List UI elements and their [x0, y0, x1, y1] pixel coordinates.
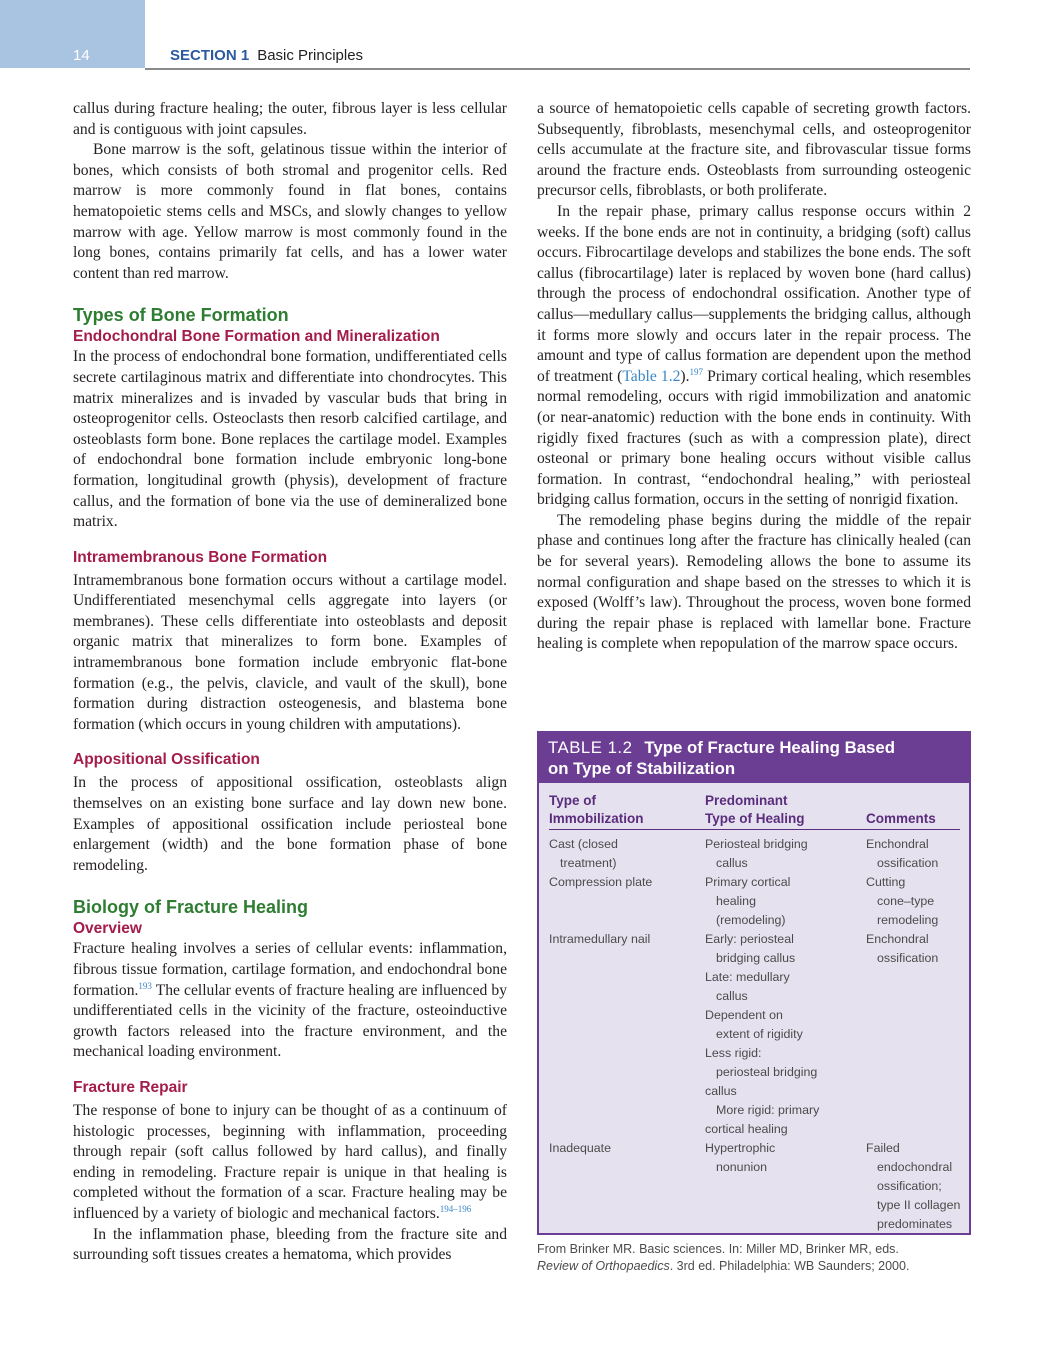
subheading-overview: Overview [73, 920, 142, 938]
paragraph: callus during fracture healing; the outer, fibrous layer is less cellular and is contiguous with joint capsules. [73, 100, 507, 138]
cell-line: treatment) [560, 856, 617, 870]
section-title: Basic Principles [257, 47, 364, 64]
cell-line: predominates [877, 1217, 953, 1231]
cell-line: Enchondral [866, 837, 929, 851]
header-text: Type of Healing [705, 811, 805, 826]
table-number: TABLE 1.2 [548, 738, 633, 757]
header-text: Immobilization [549, 811, 644, 826]
cell-line: ossification [877, 951, 939, 965]
table-cell [705, 930, 860, 1139]
table-cell [549, 873, 699, 892]
cell-line: Dependent on [705, 1008, 783, 1022]
paragraph: In the inflammation phase, bleeding from the fracture site and surrounding soft tissues creates a hematoma, which provides [73, 1225, 507, 1264]
cell-line: Periosteal bridging [705, 837, 808, 851]
header-comments: Comments [866, 811, 936, 826]
header-text: Type of [549, 793, 596, 808]
subheading-intramembranous: Intramembranous Bone Formation [73, 548, 328, 566]
citation: 197 [689, 366, 703, 377]
cell-line: ossification; [877, 1179, 942, 1193]
source-book-title: Review of Orthopaedics [537, 1259, 670, 1273]
cell-line: type II collagen [877, 1198, 961, 1212]
cell-line: Hypertrophic [705, 1141, 776, 1155]
paragraph: a source of hematopoietic cells capable of secreting growth factors. Subsequently, fibroblasts, mesenchymal cells, and osteoprogenitor cells accumulate at the fracture site, and fibrovascular tissue forms around the fracture ends. Osteoblasts from surrounding osteogenic precursor cells, fibroblasts, or both proliferate. [537, 100, 971, 200]
cell-line: Cast (closed [549, 837, 618, 851]
table-rows [549, 835, 960, 1234]
table-header-row [549, 791, 960, 830]
right-column [537, 99, 971, 655]
table-cell [705, 873, 860, 930]
cell-line: nonunion [716, 1160, 767, 1174]
paragraph: In the process of endochondral bone formation, undifferentiated cells secrete cartilaginous matrix and differentiate into chondrocytes. This matrix mineralizes and is invaded by vascular buds that bring in osteoprogenitor cells. Osteoclasts then resorb calcified cartilage, and osteoblasts form bone. Bone replaces the cartilage model. Examples of endochondral bone formation include embryonic long-bone formation, longitudinal growth (physis), development of fracture callus, and the formation of bone via the use of demineralized bone matrix. [73, 348, 507, 531]
cell-line: cone–type [877, 894, 935, 908]
paragraph: Intramembranous bone formation occurs without a cartilage model. Undifferentiated mesenchymal cells aggregate into layers (or membranes). These cells differentiate into osteoblasts and deposit organic matrix that mineralizes to form bone. Examples of intramembranous bone formation include embryonic flat-bone formation (e.g., the pelvis, clavicle, and vault of the skull), bone formation during distraction osteogenesis, and blastema bone formation (which occurs in young children with amputations). [73, 571, 507, 733]
source-text: From Brinker MR. Basic sciences. In: Miller MD, Brinker MR, eds. [537, 1242, 899, 1256]
cell-line: Early: periosteal [705, 932, 794, 946]
heading-types-of-bone-formation: Types of Bone Formation [73, 305, 289, 326]
cell-line: (remodeling) [716, 913, 786, 927]
section-number: SECTION 1 [170, 47, 250, 64]
cell-line: Inadequate [549, 1141, 612, 1155]
paragraph: The remodeling phase begins during the middle of the repair phase and continues long after the fracture has clinically healed (can be for several years). Remodeling allows the bone to assume its normal configuration and shape based on the stresses to which it is exposed (Wolff’s law). Throughout the process, woven bone formed during the repair phase is replaced with lamellar bone. Fracture healing is complete when repopulation of the marrow space occurs. [537, 511, 971, 653]
cell-line: Intramedullary nail [549, 932, 651, 946]
table-row [549, 1139, 960, 1234]
cell-line: callus [705, 1084, 737, 1098]
citation: 194–196 [439, 1203, 472, 1214]
subheading-fracture-repair: Fracture Repair [73, 1078, 188, 1096]
text-run: Fracture healing involves a series of cellular events: inflammation, fibrous tissue formation, cartilage formation, and endochondral bone formation. [73, 940, 507, 999]
table-cell [866, 1139, 971, 1234]
table-1-2 [537, 731, 971, 1235]
table-cell [549, 930, 699, 949]
cell-line: More rigid: primary [716, 1103, 820, 1117]
text-run: Primary cortical healing, which resembles normal remodeling, occurs with rigid immobilization and anatomic (or near-anatomic) reduction with the bone ends in continuity. With rigidly fixed fractures (such as with a compression plate), direct osteonal or primary bone healing occurs without visible callus formation. In contrast, “endochondral healing,” with periosteal bridging callus formation, occurs in the setting of nonrigid fixation. [537, 367, 971, 509]
table-title-bar [539, 733, 969, 783]
cell-line: Enchondral [866, 932, 929, 946]
cell-line: Compression plate [549, 875, 653, 889]
page-number: 14 [73, 47, 90, 64]
cell-line: Late: medullary [705, 970, 790, 984]
table-cell [866, 930, 971, 968]
cell-line: endochondral [877, 1160, 953, 1174]
table-cell [866, 835, 971, 873]
text-run: In the repair phase, primary callus response occurs within 2 weeks. If the bone ends are not in continuity, a bridging (soft) callus occurs. Fibrocartilage develops and stabilizes the bone ends. The soft callus (fibrocartilage) later is replaced by woven bone (hard callus) through the process of endochondral ossification. Another type of callus—medullary callus—supplements the bridging callus, although it forms more slowly and occurs later in the repair process. The amount and type of callus formation are dependent upon the method of treatment ( [537, 202, 971, 385]
paragraph: Bone marrow is the soft, gelatinous tissue within the interior of bones, which consists of both stromal and progenitor cells. Red marrow is more commonly found in flat bones, contains hematopoietic stems cells and MSCs, and slowly changes to yellow marrow with age. Yellow marrow is most commonly found in the long bones, contains primarily fat cells, and has a lower water content than red marrow. [73, 141, 507, 282]
cell-line: bridging callus [716, 951, 796, 965]
table-cell [705, 835, 860, 873]
heading-biology-of-fracture-healing: Biology of Fracture Healing [73, 897, 309, 918]
header-immobilization [549, 792, 699, 828]
table-row [549, 835, 960, 873]
header-text: Predominant [705, 793, 788, 808]
paragraph [537, 202, 971, 511]
cell-line: Primary cortical [705, 875, 791, 889]
cell-line: extent of rigidity [716, 1027, 803, 1041]
cell-line: remodeling [877, 913, 939, 927]
table-cell [705, 1139, 860, 1177]
paragraph [73, 1101, 507, 1225]
running-header [170, 47, 363, 64]
cell-line: Cutting [866, 875, 906, 889]
left-column [73, 99, 507, 1266]
table-source-note [537, 1241, 971, 1275]
table-cell [549, 835, 699, 873]
table-row [549, 873, 960, 930]
cell-line: cortical healing [705, 1122, 788, 1136]
table-reference-link[interactable]: Table 1.2 [622, 367, 681, 385]
cell-line: Less rigid: [705, 1046, 762, 1060]
table-title-line-2: on Type of Stabilization [548, 759, 736, 778]
citation: 193 [138, 980, 152, 991]
cell-line: callus [716, 856, 748, 870]
text-run: The cellular events of fracture healing are influenced by undifferentiated cells in the vicinity of the fracture, osteoinductive growth factors released into the fracture environment, and the mechanical loading environment. [73, 981, 507, 1061]
cell-line: ossification [877, 856, 939, 870]
table-body [539, 783, 969, 1234]
cell-line: Failed [866, 1141, 900, 1155]
table-row [549, 930, 960, 1139]
table-title: Type of Fracture Healing Based [644, 738, 895, 757]
source-text: . 3rd ed. Philadelphia: WB Saunders; 2000. [669, 1259, 910, 1273]
subheading-endochondral: Endochondral Bone Formation and Mineralization [73, 328, 440, 346]
text-run: The response of bone to injury can be thought of as a continuum of histologic processes, beginning with inflammation, proceeding through repair (soft callus followed by hard callus), and finally ending in remodeling. Fracture repair is unique in that healing is completed without the formation of a scar. Fracture healing may be influenced by a variety of biologic and mechanical factors. [73, 1101, 507, 1222]
paragraph: In the process of appositional ossification, osteoblasts align themselves on an existing bone surface and lay down new bone. Examples of appositional ossification include periosteal bone enlargement (width) and the bone formation phase of bone remodeling. [73, 774, 507, 874]
table-cell [549, 1139, 699, 1158]
cell-line: callus [716, 989, 748, 1003]
cell-line: healing [716, 894, 756, 908]
cell-line: periosteal bridging [716, 1065, 818, 1079]
header-type-of-healing [705, 792, 860, 828]
table-cell [866, 873, 971, 930]
text-run: ). [680, 367, 690, 385]
subheading-appositional: Appositional Ossification [73, 751, 260, 769]
paragraph [73, 939, 507, 1063]
header-rule [145, 68, 970, 70]
